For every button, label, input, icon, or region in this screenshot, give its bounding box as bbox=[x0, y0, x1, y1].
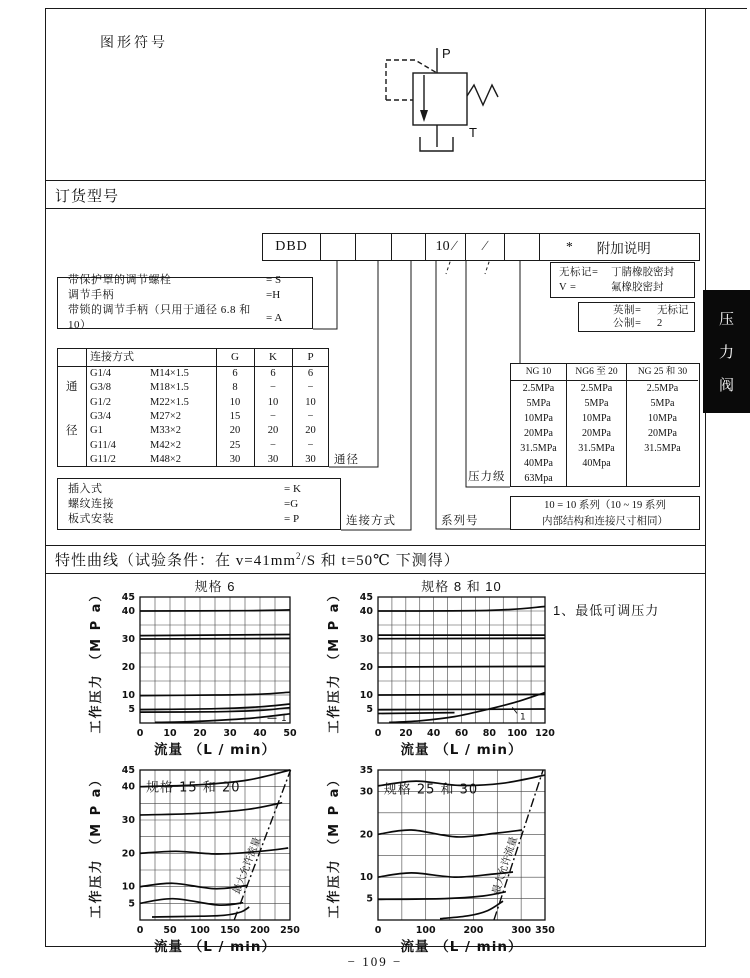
pressure-value: 10MPa bbox=[648, 413, 677, 425]
table-cell: 6 bbox=[232, 368, 238, 379]
pressure-column bbox=[627, 364, 698, 486]
y-tick-label: 20 bbox=[359, 829, 373, 841]
x-tick-label: 200 bbox=[250, 925, 270, 936]
y-tick-label: 30 bbox=[121, 815, 135, 826]
y-tick-label: 5 bbox=[366, 893, 373, 905]
x-tick-label: 0 bbox=[136, 728, 144, 739]
x-tick-label: 60 bbox=[454, 728, 469, 739]
grid bbox=[378, 597, 545, 723]
column-header: K bbox=[269, 351, 277, 363]
model-series-cell bbox=[426, 234, 466, 260]
x-tick-label: 100 bbox=[190, 925, 210, 936]
seal-option-row bbox=[559, 265, 686, 280]
pressure-value: 2.5MPa bbox=[646, 383, 679, 394]
table-cell: 6 bbox=[307, 368, 314, 379]
max-flow-limit-line bbox=[494, 770, 543, 920]
chart-svg bbox=[323, 588, 560, 759]
table-cell: − bbox=[270, 439, 276, 451]
adjuster-option-code: = A bbox=[266, 311, 283, 324]
min-pressure-note: 1、最低可调压力 bbox=[553, 603, 660, 618]
unit-option-code: 2 bbox=[657, 318, 663, 329]
pressure-value: 5MPa bbox=[526, 398, 551, 409]
table-cell: 20 bbox=[305, 425, 316, 437]
pressure-value: 20MPa bbox=[648, 428, 677, 440]
connector-adjuster bbox=[313, 261, 337, 329]
table-cell: − bbox=[270, 410, 276, 422]
y-axis-label: 工作压力 （M P a） bbox=[327, 588, 342, 734]
x-tick-label: 350 bbox=[535, 925, 555, 936]
y-tick-label: 20 bbox=[121, 848, 135, 860]
chart-spec25-30 bbox=[323, 762, 560, 961]
y-tick-label: 45 bbox=[121, 592, 135, 603]
x-tick-label: 50 bbox=[283, 728, 297, 739]
table-cell: − bbox=[307, 410, 314, 422]
adjuster-option-label: 调节手柄 bbox=[68, 289, 114, 301]
pressure-value: 31.5MPa bbox=[578, 443, 615, 455]
seal-option-label: 无标记= bbox=[559, 267, 599, 278]
pressure-value: 31.5MPa bbox=[644, 443, 681, 455]
y-axis-label: 工作压力 （M P a） bbox=[89, 771, 104, 919]
table-cell: 25 bbox=[229, 439, 241, 451]
x-tick-label: 0 bbox=[374, 925, 382, 936]
y-tick-label: 10 bbox=[359, 690, 373, 701]
table-cell: G3/4 bbox=[90, 410, 111, 422]
table-cell: G1 bbox=[90, 425, 103, 437]
unit-options-box bbox=[578, 302, 695, 332]
table-cell: 30 bbox=[267, 453, 279, 465]
x-tick-label: 20 bbox=[399, 728, 413, 739]
x-tick-label: 10 bbox=[163, 728, 177, 739]
x-tick-label: 100 bbox=[415, 925, 436, 936]
seal-option-code: 丁腈橡胶密封 bbox=[611, 267, 674, 278]
chart-inner-title: 规格 15 和 20 bbox=[146, 780, 241, 796]
x-tick-label: 100 bbox=[507, 728, 528, 739]
column-header: P bbox=[307, 351, 314, 363]
max-flow-label: 最大允许流量 bbox=[490, 835, 520, 896]
adjuster-option-row bbox=[68, 273, 302, 288]
valve-symbol bbox=[370, 35, 520, 160]
table-cell: 30 bbox=[305, 453, 316, 465]
table-cell: 20 bbox=[267, 425, 279, 437]
curve-min-adjustable-pressure bbox=[152, 907, 249, 917]
port-t-label: T bbox=[469, 125, 477, 140]
mounting-option-row bbox=[68, 497, 330, 512]
pressure-column-header: NG 10 bbox=[511, 364, 566, 381]
y-axis-label: 工作压力 （M P a） bbox=[327, 771, 342, 919]
table-cell: G1/2 bbox=[90, 396, 111, 408]
chart-spec15-20 bbox=[85, 762, 305, 961]
x-tick-label: 0 bbox=[374, 728, 382, 739]
table-cell: M27×2 bbox=[150, 410, 182, 422]
mounting-option-label: 插入式 bbox=[68, 482, 103, 495]
unit-option-row bbox=[613, 317, 694, 330]
curves-title-post: /S 和 t=50℃ 下测得） bbox=[301, 553, 460, 569]
table-cell: − bbox=[307, 439, 314, 451]
adjuster-option-label: 带保护罩的调节螺栓 bbox=[68, 274, 172, 286]
side-tab-char: 阀 bbox=[718, 378, 734, 394]
curve-setting-5MPa bbox=[378, 709, 545, 710]
y-tick-label: 40 bbox=[121, 781, 135, 793]
grid bbox=[140, 597, 290, 723]
chart-svg bbox=[85, 762, 305, 956]
pressure-column-header: NG6 至 20 bbox=[567, 364, 626, 381]
pressure-column bbox=[511, 364, 567, 486]
curve-setting-20MPa bbox=[378, 666, 545, 667]
curve-setting-20MPa bbox=[378, 830, 522, 837]
connector-series bbox=[436, 261, 510, 529]
pressure-value: 10MPa bbox=[582, 413, 611, 425]
pressure-value: 40Mpa bbox=[582, 458, 611, 470]
model-blank-cell bbox=[505, 234, 540, 260]
x-tick-label: 250 bbox=[280, 925, 300, 936]
y-tick-label: 5 bbox=[128, 704, 135, 715]
adjuster-option-label: 带锁的调节手柄（只用于通径 6.8 和 10） bbox=[68, 304, 251, 331]
table-cell: 8 bbox=[232, 382, 238, 394]
connector-size bbox=[329, 261, 378, 467]
y-tick-label: 30 bbox=[121, 634, 135, 645]
mounting-callout-label: 连接方式 bbox=[346, 515, 396, 527]
pressure-value: 10MPa bbox=[524, 413, 553, 424]
unit-option-code: 无标记 bbox=[657, 305, 689, 316]
curve-setting-31.5MPa bbox=[140, 635, 290, 636]
table-cell: M33×2 bbox=[150, 425, 182, 437]
x-tick-label: 150 bbox=[220, 925, 240, 936]
x-tick-label: 120 bbox=[535, 728, 555, 739]
size-callout-label: 通径 bbox=[334, 454, 359, 466]
seal-option-code: 氟橡胶密封 bbox=[611, 282, 664, 293]
pressure-value: 2.5MPa bbox=[580, 383, 613, 394]
y-tick-label: 5 bbox=[366, 704, 373, 715]
mounting-option-code: =G bbox=[284, 497, 299, 510]
adjuster-option-row bbox=[68, 288, 302, 303]
x-axis-label: 流量 （L / min） bbox=[154, 742, 276, 758]
curve-setting-40MPa bbox=[140, 610, 290, 611]
connector-mounting bbox=[341, 261, 411, 530]
pressure-callout-label: 压力级 bbox=[468, 471, 506, 483]
x-axis-label: 流量 （L / min） bbox=[154, 939, 276, 955]
x-tick-label: 80 bbox=[482, 728, 496, 739]
table-cell: 30 bbox=[229, 453, 241, 465]
curves-title-sup: 2 bbox=[296, 551, 302, 561]
max-flow-limit-line bbox=[234, 770, 290, 920]
adjuster-option-row bbox=[68, 303, 302, 333]
side-tab-char: 压 bbox=[718, 312, 734, 328]
table-cell: G11/4 bbox=[90, 439, 116, 451]
callout-label: 1 bbox=[281, 714, 287, 725]
page-number: − 109 − bbox=[347, 954, 403, 969]
mounting-option-row bbox=[68, 512, 330, 527]
seal-options-box bbox=[550, 262, 695, 298]
model-blank-cell bbox=[321, 234, 356, 260]
table-cell: − bbox=[270, 382, 276, 394]
mounting-option-code: = K bbox=[284, 482, 301, 495]
y-axis-label: 工作压力 （M P a） bbox=[89, 588, 104, 734]
series-callout-label: 系列号 bbox=[441, 515, 479, 527]
side-tab-pressure-valve bbox=[703, 290, 750, 413]
table-side-label: 径 bbox=[66, 425, 78, 437]
chart-spec6 bbox=[85, 588, 305, 764]
model-series-value: 10 ∕ bbox=[435, 239, 456, 254]
seal-option-row bbox=[559, 280, 686, 295]
curves-title-pre: 特性曲线（试验条件：在 v=41mm bbox=[55, 553, 297, 569]
pressure-class-table bbox=[510, 363, 700, 487]
table-cell: M22×1.5 bbox=[150, 396, 189, 408]
pressure-value: 40MPa bbox=[524, 458, 553, 469]
x-tick-label: 200 bbox=[463, 925, 484, 936]
table-cell: M48×2 bbox=[150, 453, 182, 465]
table-cell: G3/8 bbox=[90, 382, 111, 394]
table-cell: − bbox=[307, 382, 314, 394]
valve-body bbox=[413, 73, 467, 125]
mounting-option-row bbox=[68, 482, 330, 497]
chart-spec8-10 bbox=[323, 588, 560, 764]
y-tick-label: 35 bbox=[359, 765, 373, 776]
chart-title-spec6: 规格 6 bbox=[194, 579, 236, 594]
y-tick-label: 30 bbox=[359, 634, 373, 645]
y-tick-label: 5 bbox=[128, 898, 135, 910]
max-flow-label: 最大允许流量 bbox=[231, 835, 264, 896]
model-star: * bbox=[566, 239, 573, 254]
table-cell: 6 bbox=[270, 368, 276, 379]
y-tick-label: 20 bbox=[359, 662, 373, 673]
curve-setting-31.5MPa bbox=[140, 803, 282, 815]
table-cell: 10 bbox=[229, 396, 241, 408]
model-code-row bbox=[262, 233, 700, 261]
pressure-column-header: NG 25 和 30 bbox=[627, 364, 698, 381]
curve-setting-3.5MPa bbox=[378, 713, 455, 714]
pressure-value: 20MPa bbox=[524, 428, 553, 439]
y-tick-label: 45 bbox=[359, 592, 373, 603]
series-number-box bbox=[510, 496, 700, 530]
chart-svg bbox=[323, 762, 560, 956]
x-tick-label: 300 bbox=[511, 925, 532, 936]
table-cell: M42×2 bbox=[150, 439, 182, 451]
table-side-label: 通 bbox=[66, 381, 78, 393]
table-cell: 10 bbox=[305, 396, 316, 408]
model-blank-cell bbox=[392, 234, 426, 260]
table-cell: G1/4 bbox=[90, 368, 111, 379]
x-tick-label: 20 bbox=[193, 728, 207, 739]
mounting-options-box bbox=[57, 478, 341, 530]
model-prefix: DBD bbox=[275, 239, 308, 254]
curve-setting-5MPa bbox=[140, 899, 243, 905]
table-cell: M18×1.5 bbox=[150, 382, 189, 394]
connector-pressure bbox=[466, 261, 510, 487]
flow-arrowhead-icon bbox=[420, 110, 428, 122]
curve-setting-30MPa bbox=[140, 638, 290, 639]
table-cell: M14×1.5 bbox=[150, 368, 189, 379]
pressure-value: 5MPa bbox=[650, 398, 675, 410]
pressure-column bbox=[567, 364, 627, 486]
callout-label: 1 bbox=[519, 712, 526, 723]
symbol-section-title: 图形符号 bbox=[100, 36, 168, 51]
column-header: G bbox=[231, 351, 239, 363]
unit-option-label: 英制= bbox=[613, 305, 642, 316]
y-tick-label: 40 bbox=[359, 606, 373, 617]
adjuster-option-code: =H bbox=[266, 289, 281, 301]
connection-size-table bbox=[57, 348, 329, 467]
pressure-value: 20MPa bbox=[582, 428, 611, 440]
model-prefix-cell bbox=[263, 234, 321, 260]
pressure-value: 5MPa bbox=[584, 398, 609, 410]
chart-title-spec8-10: 规格 8 和 10 bbox=[421, 579, 502, 594]
adjuster-option-code: = S bbox=[266, 274, 282, 286]
x-axis-label: 流量 （L / min） bbox=[400, 939, 523, 955]
model-suffix-cell bbox=[540, 234, 699, 260]
port-p-label: P bbox=[442, 46, 451, 61]
curve-setting-10MPa bbox=[378, 694, 545, 695]
mounting-option-label: 板式安装 bbox=[68, 512, 114, 525]
y-tick-label: 10 bbox=[359, 872, 373, 884]
table-cell: 15 bbox=[229, 410, 241, 422]
x-tick-label: 30 bbox=[223, 728, 237, 739]
table-cell: G11/2 bbox=[90, 453, 116, 465]
pressure-value: 2.5MPa bbox=[522, 383, 555, 394]
table-cell: 20 bbox=[229, 425, 241, 437]
mounting-option-code: = P bbox=[284, 512, 300, 525]
y-tick-label: 40 bbox=[121, 606, 135, 617]
y-tick-label: 10 bbox=[121, 881, 135, 893]
model-blank-cell bbox=[356, 234, 392, 260]
seal-option-label: V = bbox=[559, 282, 577, 293]
pilot-line bbox=[386, 60, 437, 100]
adjuster-options-box bbox=[57, 274, 313, 331]
unit-option-row bbox=[613, 304, 694, 317]
mounting-option-label: 螺纹连接 bbox=[68, 497, 114, 510]
table-cell: 10 bbox=[267, 396, 279, 408]
model-pressure-cell bbox=[466, 234, 505, 260]
unit-option-label: 公制= bbox=[613, 318, 642, 329]
curve-setting-10MPa bbox=[140, 883, 248, 888]
chart-inner-title: 规格 25 和 30 bbox=[383, 782, 479, 798]
spring-icon bbox=[467, 85, 498, 105]
y-tick-label: 20 bbox=[121, 662, 135, 673]
connection-header: 连接方式 bbox=[90, 351, 134, 363]
chart-svg bbox=[85, 588, 305, 759]
pressure-value: 63Mpa bbox=[524, 473, 553, 484]
curve-setting-30MPa bbox=[378, 638, 545, 639]
x-tick-label: 40 bbox=[253, 728, 267, 739]
x-tick-label: 50 bbox=[163, 925, 177, 936]
pressure-value: 31.5MPa bbox=[520, 443, 557, 454]
model-suffix-label: 附加说明 bbox=[596, 241, 651, 256]
x-tick-label: 0 bbox=[136, 925, 144, 936]
x-axis-label: 流量 （L / min） bbox=[400, 742, 523, 758]
curve-setting-5MPa bbox=[378, 892, 506, 900]
ordering-section-title: 订货型号 bbox=[55, 189, 120, 205]
y-tick-label: 10 bbox=[121, 690, 135, 701]
series-text-line1: 10 = 10 系列（10 ~ 19 系列 bbox=[544, 500, 666, 511]
y-tick-label: 45 bbox=[121, 765, 135, 776]
series-text-line2: 内部结构和连接尺寸相同） bbox=[542, 516, 668, 527]
y-tick-label: 30 bbox=[359, 786, 373, 798]
curve-setting-10MPa bbox=[378, 872, 513, 877]
x-tick-label: 40 bbox=[427, 728, 441, 739]
side-tab-char: 力 bbox=[718, 345, 734, 361]
model-pressure-slash: ∕ bbox=[483, 239, 487, 254]
curves-section-title bbox=[55, 549, 460, 570]
callout-line bbox=[512, 707, 517, 713]
